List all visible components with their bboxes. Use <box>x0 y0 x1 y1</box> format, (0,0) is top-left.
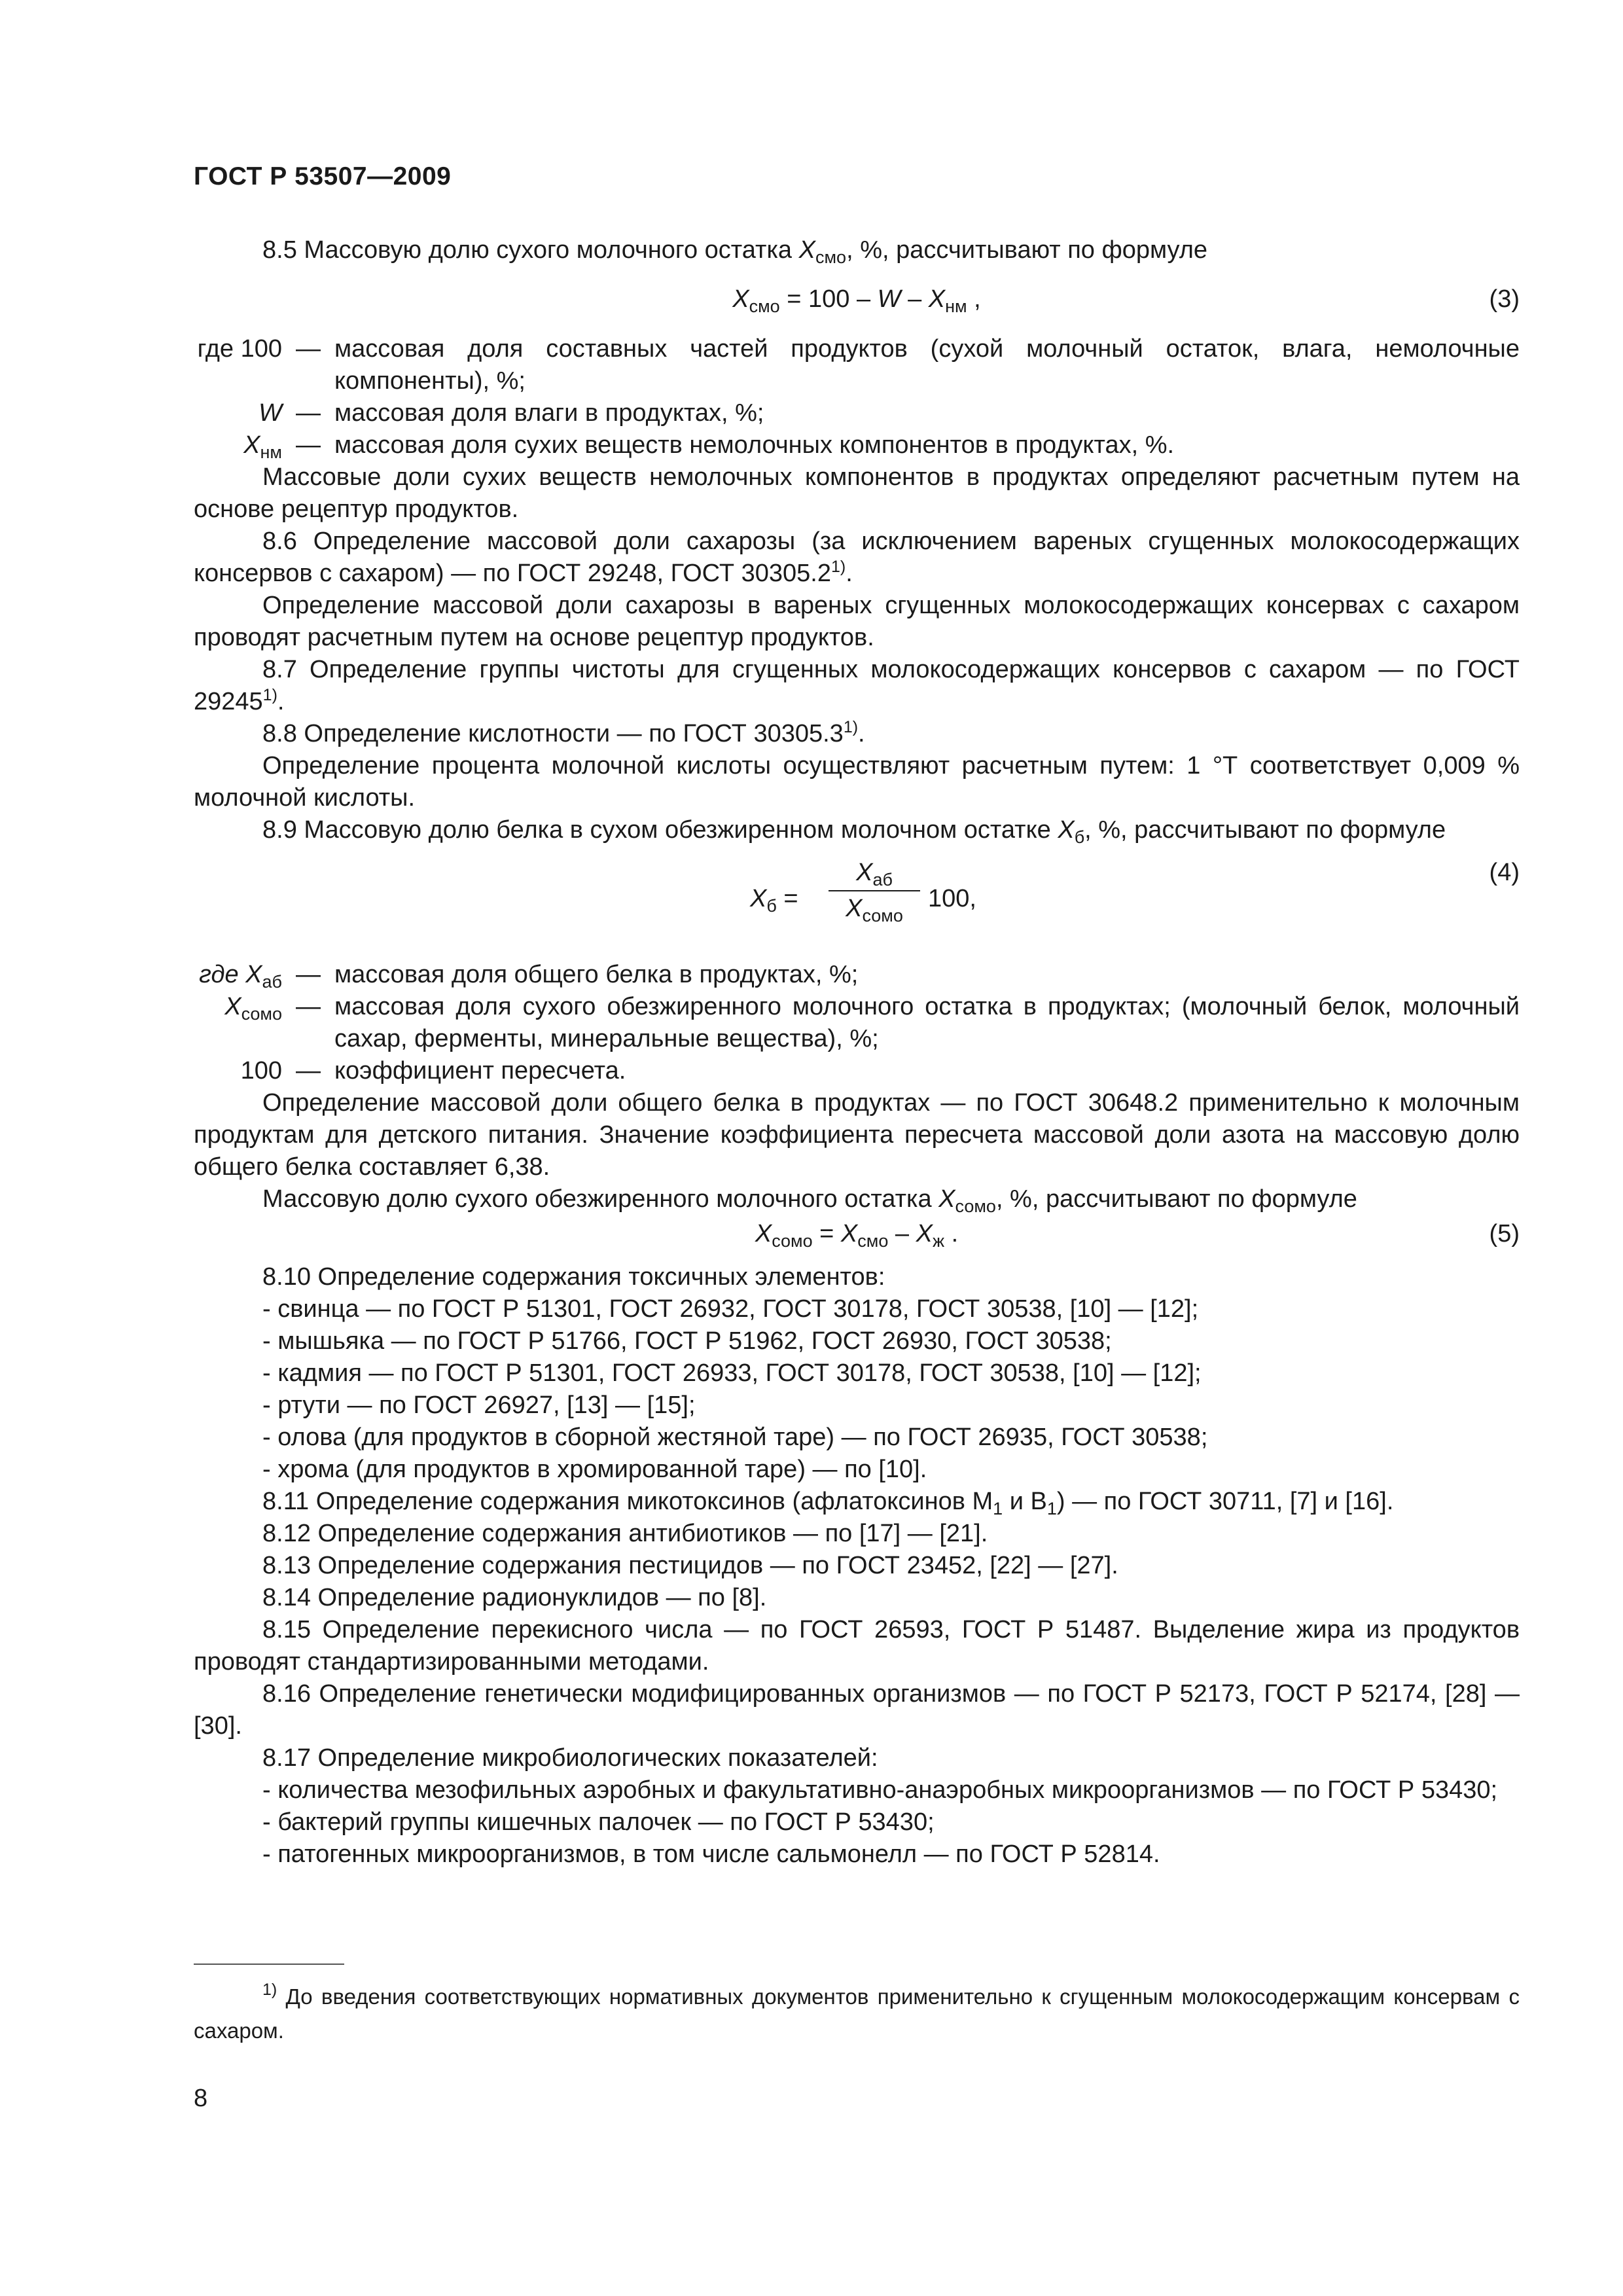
list-item: - свинца — по ГОСТ Р 51301, ГОСТ 26932, ГОСТ 30178, ГОСТ 30538, [10] — [12]; <box>262 1295 1199 1323</box>
formula-4-number: (4) <box>1489 859 1520 886</box>
formula-5-expression: $X_{сомо} = X_{смо} - X_ж$ . <box>755 1220 959 1251</box>
list-item: - хрома (для продуктов в хромированной таре) — по [10]. <box>262 1456 927 1483</box>
formula-5-number: (5) <box>1489 1220 1520 1247</box>
paragraph-8-5: 8.5 Массовую долю сухого молочного остатка $X_{смо}$, %, рассчитывают по формуле <box>262 236 1208 267</box>
paragraph: Массовую долю сухого обезжиренного молочного остатка $X_{сомо}$, %, рассчитывают по формуле <box>262 1185 1357 1216</box>
definition-row: W — массовая доля влаги в продуктах, %; <box>259 399 764 427</box>
paragraph-8-6: 8.6 Определение массовой доли сахарозы (за исключением вареных сгущенных молокосодержащих консервов с сахаром) — по ГОСТ 29248, ГОСТ 30305.2$^{1)}$. <box>194 528 1520 587</box>
paragraph-8-9: 8.9 Массовую долю белка в сухом обезжиренном молочном остатке $X_б$, %, рассчитывают по формуле <box>262 816 1446 847</box>
paragraph-8-14: 8.14 Определение радионуклидов — по [8]. <box>262 1584 767 1611</box>
definition-row: где 100 — массовая доля составных частей продуктов (сухой молочный остаток, влага, немолочные компоненты), %; <box>197 335 1520 395</box>
paragraph-8-15: 8.15 Определение перекисного числа — по ГОСТ 26593, ГОСТ Р 51487. Выделение жира из продуктов проводят стандартизированными методами. <box>194 1616 1520 1676</box>
formula-3-number: (3) <box>1489 285 1520 313</box>
paragraph-8-10: 8.10 Определение содержания токсичных элементов: <box>262 1263 885 1291</box>
document-body <box>194 234 1520 1871</box>
paragraph: Определение процента молочной кислоты осуществляют расчетным путем: 1 °Т соответствует 0,009 % молочной кислоты. <box>194 752 1520 812</box>
footnote-ref: 1) <box>262 686 277 704</box>
formula-3 <box>194 277 1520 323</box>
fraction: $X_{аб}$ $X_{сомо}$ <box>829 857 920 925</box>
paragraph-8-17: 8.17 Определение микробиологических показателей: <box>262 1744 878 1772</box>
formula-3-expression: $X_{смо} = 100 - W - X_{нм}$ , <box>732 285 981 316</box>
paragraph: Определение массовой доли общего белка в продуктах — по ГОСТ 30648.2 применительно к молочным продуктам для детского питания. Значение коэффициента пересчета массовой доли азота на массовую долю общего белка составляет 6,38. <box>194 1089 1520 1181</box>
footnote-ref: 1) <box>830 558 846 576</box>
page-number: 8 <box>194 2085 208 2112</box>
list-item: - количества мезофильных аэробных и факультативно-анаэробных микроорганизмов — по ГОСТ Р 53430; <box>262 1776 1498 1804</box>
list-item: - патогенных микроорганизмов, в том числе сальмонелл — по ГОСТ Р 52814. <box>262 1840 1160 1868</box>
definition-row: 100 — коэффициент пересчета. <box>240 1057 626 1085</box>
formula-4: $X_б$ = $X_{аб}$ $X_{сомо}$ 100, (4) <box>194 857 1520 948</box>
list-toxic-elements <box>194 1293 1520 1486</box>
paragraph-8-16: 8.16 Определение генетически модифицированных организмов — по ГОСТ Р 52173, ГОСТ Р 52174, [28] — [30]. <box>194 1680 1520 1740</box>
footnote-divider <box>194 1964 344 1965</box>
definition-row: $X_{сомо}$ — массовая доля сухого обезжиренного молочного остатка в продуктах; (молочный белок, молочный сахар, ферменты, минеральные вещества), %; <box>224 993 1520 1052</box>
paragraph-8-12: 8.12 Определение содержания антибиотиков — по [17] — [21]. <box>262 1520 988 1547</box>
list-item: - мышьяка — по ГОСТ Р 51766, ГОСТ Р 51962, ГОСТ 26930, ГОСТ 30538; <box>262 1327 1112 1355</box>
paragraph-8-13: 8.13 Определение содержания пестицидов — по ГОСТ 23452, [22] — [27]. <box>262 1552 1118 1579</box>
footnote-mark: 1) <box>262 1981 277 1999</box>
formula-5 <box>194 1218 1520 1257</box>
list-item: - олова (для продуктов в сборной жестяной таре) — по ГОСТ 26935, ГОСТ 30538; <box>262 1424 1208 1451</box>
document-code-header: ГОСТ Р 53507—2009 <box>194 162 452 190</box>
list-microbiological <box>194 1774 1520 1871</box>
paragraph: Определение массовой доли сахарозы в вареных сгущенных молокосодержащих консервах с сахаром проводят расчетным путем на основе рецептур продуктов. <box>194 592 1520 651</box>
definition-row: где $X_{аб}$ — массовая доля общего белка в продуктах, %; <box>199 961 859 992</box>
paragraph: Массовые доли сухих веществ немолочных компонентов в продуктах определяют расчетным путем на основе рецептур продуктов. <box>194 463 1520 523</box>
list-item: - бактерий группы кишечных палочек — по ГОСТ Р 53430; <box>262 1808 935 1836</box>
list-item: - ртути — по ГОСТ 26927, [13] — [15]; <box>262 1391 696 1419</box>
paragraph-8-8: 8.8 Определение кислотности — по ГОСТ 30305.3$^{1)}$. <box>262 718 865 747</box>
definition-row: $X_{нм}$ — массовая доля сухих веществ немолочных компонентов в продуктах, %. <box>243 431 1175 462</box>
footnote: $^{1)}$ До введения соответствующих нормативных документов применительно к сгущенным молокосодержащим консервам с сахаром. <box>194 1981 1520 2043</box>
list-item: - кадмия — по ГОСТ Р 51301, ГОСТ 26933, ГОСТ 30178, ГОСТ 30538, [10] — [12]; <box>262 1359 1202 1387</box>
footnote-ref: 1) <box>843 718 859 736</box>
paragraph-8-7: 8.7 Определение группы чистоты для сгущенных молокосодержащих консервов с сахаром — по ГОСТ 29245$^{1)}$. <box>194 656 1520 715</box>
paragraph-8-11: 8.11 Определение содержания микотоксинов (афлатоксинов $M_1$ и $B_1$) — по ГОСТ 30711, [7] и [16]. <box>262 1488 1394 1518</box>
